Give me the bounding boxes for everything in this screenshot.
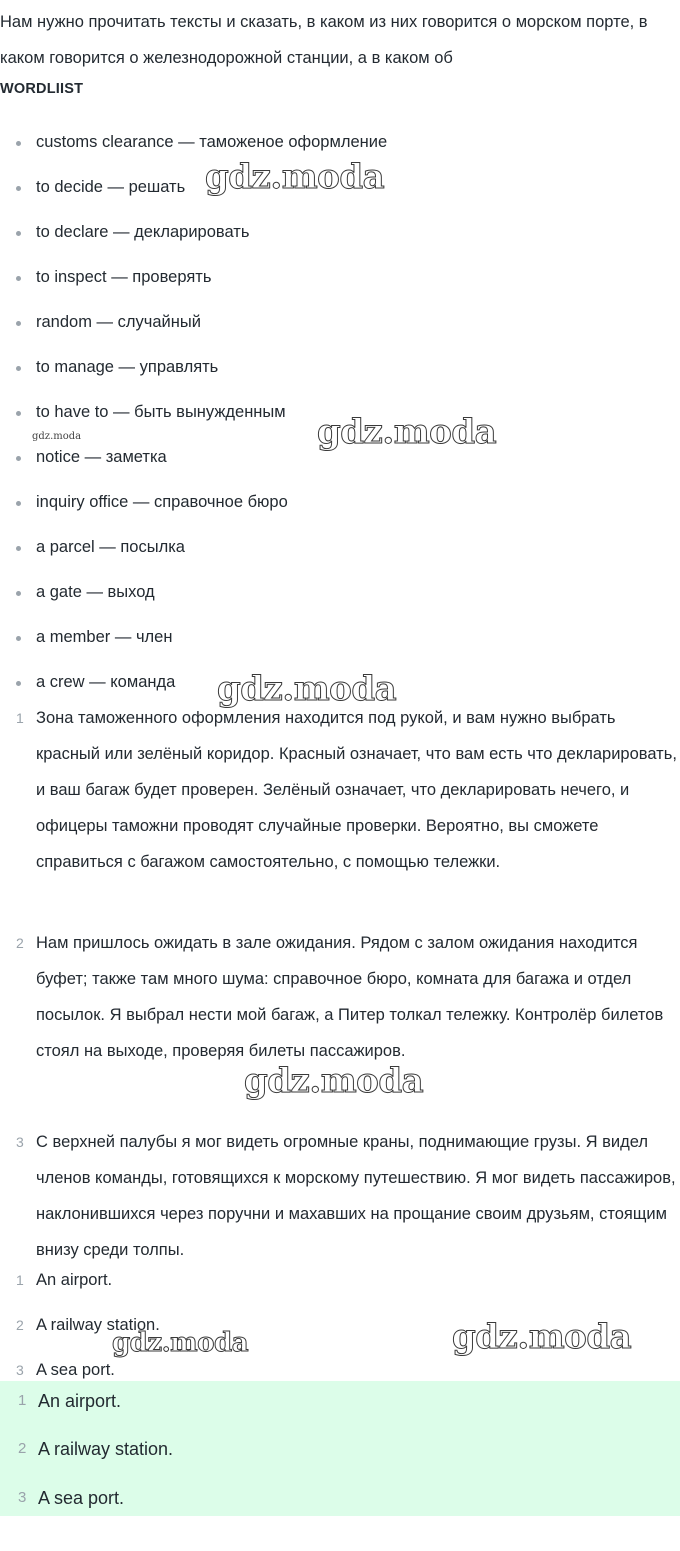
- bullet-icon: [16, 411, 21, 416]
- watermark-logo: gdz.moda: [32, 431, 82, 442]
- watermark-logo: gdz.moda: [452, 1317, 632, 1357]
- watermark-logo: gdz.moda: [317, 412, 497, 452]
- answer-item: 2 A railway station.: [16, 1316, 160, 1334]
- bullet-icon: [16, 141, 21, 146]
- bullet-icon: [16, 591, 21, 596]
- intro-text: Нам нужно прочитать тексты и сказать, в каком из них говорится о морском порте, в каком говорится о железнодорожной станции, а в каком об: [0, 13, 648, 67]
- texts-list: [0, 700, 680, 1268]
- wordlist-heading: WORDLIIST: [0, 81, 84, 97]
- watermark-logo: gdz.moda: [244, 1061, 424, 1101]
- bullet-icon: [16, 186, 21, 191]
- answer-item: 1 An airport.: [16, 1271, 113, 1289]
- answer-item: 3 A sea port.: [16, 1361, 115, 1379]
- answer-box: 1 An airport. 2 A railway station. 3 A sea port.: [0, 1381, 680, 1516]
- watermark-logo: gdz.moda: [112, 1328, 249, 1358]
- text-item: 3 С верхней палубы я мог видеть огромные краны, поднимающие грузы. Я видел членов команды, готовящихся к морскому путешествию. Я мог видеть пассажиров, наклонившихся через поручни и махавших на прощание своим друзьям, стоящим внизу среди толпы.: [16, 1133, 676, 1259]
- bullet-icon: [16, 456, 21, 461]
- bullet-icon: [16, 231, 21, 236]
- bullet-icon: [16, 681, 21, 686]
- bullet-icon: [16, 276, 21, 281]
- bullet-icon: [16, 636, 21, 641]
- text-item: 2 Нам пришлось ожидать в зале ожидания. Рядом с залом ожидания находится буфет; также там много шума: справочное бюро, комната для багажа и отдел посылок. Я выбрал нести мой багаж, а Питер толкал тележку. Контролёр билетов стоял на выходе, проверяя билеты пассажиров.: [16, 934, 664, 1060]
- bullet-icon: [16, 501, 21, 506]
- bullet-icon: [16, 321, 21, 326]
- text-item: 1 Зона таможенного оформления находится под рукой, и вам нужно выбрать красный или зелёный коридор. Красный означает, что вам есть что декларировать, и ваш багаж будет проверен. Зелёный означает, что декларировать нечего, и офицеры таможни проводят случайные проверки. Вероятно, вы сможете справиться с багажом самостоятельно, с помощью тележки.: [16, 709, 677, 871]
- bullet-icon: [16, 546, 21, 551]
- bullet-icon: [16, 366, 21, 371]
- watermark-logo: gdz.moda: [217, 669, 397, 709]
- watermark-logo: gdz.moda: [205, 157, 385, 197]
